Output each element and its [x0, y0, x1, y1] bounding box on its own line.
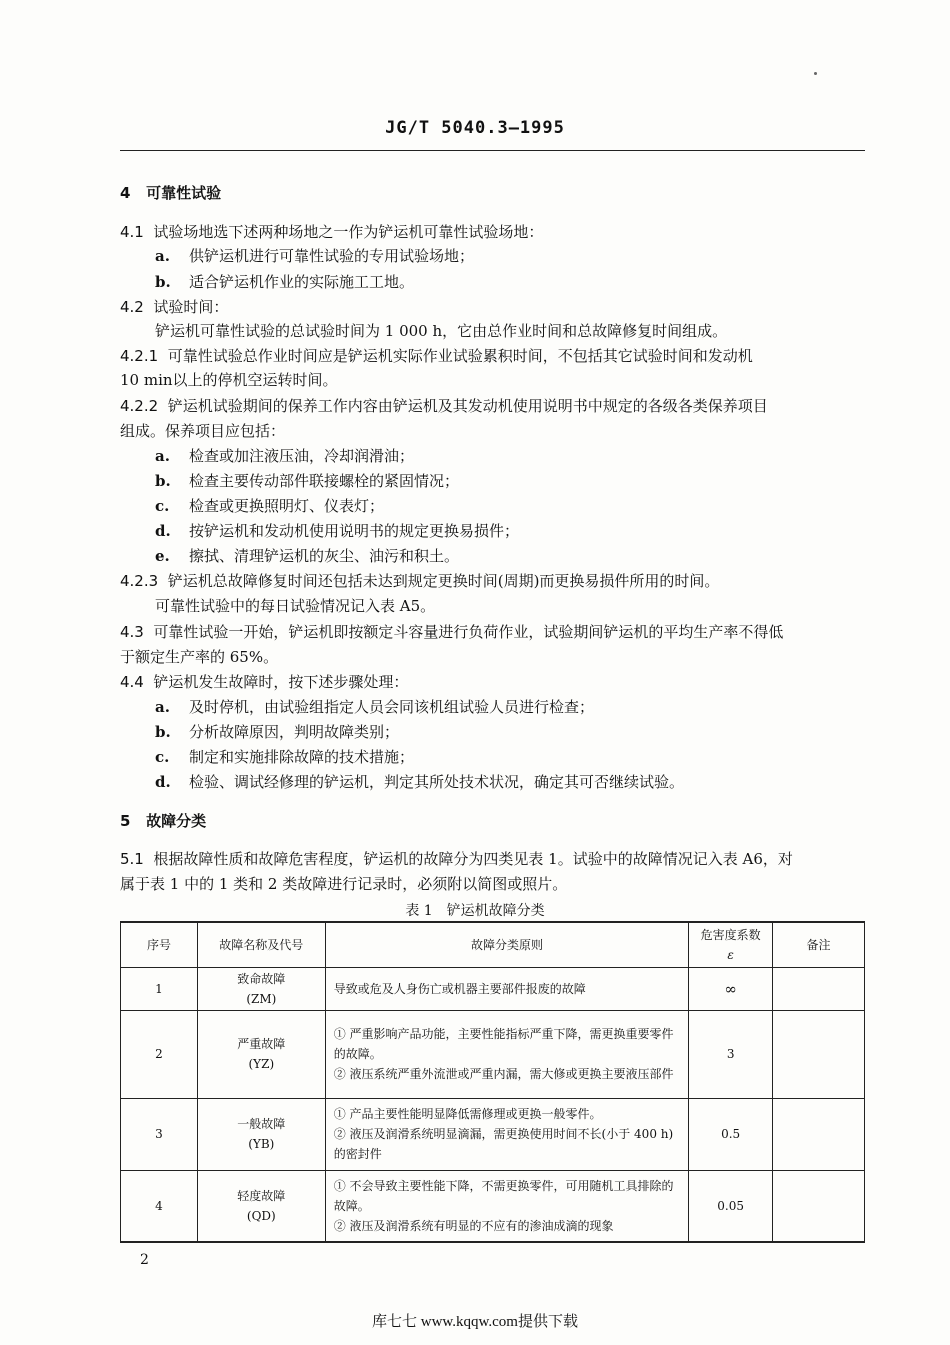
clause-number: 4.2.2	[120, 397, 159, 415]
fault-code: (YZ)	[248, 1057, 275, 1071]
table-row	[121, 1170, 865, 1242]
item-text: 制定和实施排除故障的技术措施；	[189, 748, 415, 766]
list-item	[155, 471, 905, 491]
cell-principle	[325, 1010, 688, 1098]
table-caption: 表 1 铲运机故障分类	[405, 903, 545, 919]
clause-continuation: 可靠性试验中的每日试验情况记入表 A5。	[155, 597, 436, 615]
clause-number: 4.2.1	[120, 347, 159, 365]
list-item	[155, 546, 905, 566]
cell-coefficient: 3	[689, 1010, 773, 1098]
principle-text: 导致或危及人身伤亡或机器主要部件报废的故障	[333, 981, 586, 996]
cell-name	[197, 1010, 325, 1098]
cell-remark	[773, 1170, 865, 1242]
cell-seq: 1	[121, 967, 198, 1010]
header-remark: 备注	[773, 922, 865, 967]
principle-text: ① 严重影响产品功能，主要性能指标严重下降，需更换重要零件的故障。	[333, 1027, 674, 1061]
clause-continuation: 组成。保养项目应包括：	[120, 422, 286, 440]
cell-principle	[325, 967, 688, 1010]
section-number: 5	[120, 812, 131, 830]
list-item	[155, 521, 905, 541]
item-letter: a.	[155, 698, 170, 716]
principle-text: ① 不会导致主要性能下降，不需更换零件，可用随机工具排除的故障。	[333, 1178, 674, 1213]
header-coefficient-symbol: ε	[727, 947, 734, 962]
cell-remark	[773, 967, 865, 1010]
clause-text: 铲运机总故障修复时间还包括未达到规定更换时间(周期)而更换易损件所用的时间。	[167, 572, 720, 590]
cell-coefficient: 0.05	[689, 1170, 773, 1242]
fault-name: 严重故障	[237, 1037, 286, 1051]
list-item	[155, 496, 905, 516]
header-principle: 故障分类原则	[325, 922, 688, 967]
list-item	[155, 772, 905, 792]
item-text: 适合铲运机作业的实际施工工地。	[189, 273, 415, 291]
fault-code: (ZM)	[246, 991, 277, 1006]
clause-5-1	[120, 849, 870, 869]
section-5-heading	[120, 811, 870, 831]
clause-text: 试验时间：	[153, 298, 229, 316]
clause-continuation: 10 min以上的停机空运转时间。	[120, 371, 338, 389]
item-text: 供铲运机进行可靠性试验的专用试验场地；	[189, 247, 475, 265]
cell-seq: 4	[121, 1170, 198, 1242]
section-number: 4	[120, 184, 131, 202]
clause-4-2-1	[120, 346, 870, 366]
fault-code: (YB)	[248, 1137, 275, 1151]
item-letter: b.	[155, 273, 171, 291]
clause-4-2-3	[120, 571, 870, 591]
section-4-heading	[120, 183, 870, 203]
clause-continuation: 属于表 1 中的 1 类和 2 类故障进行记录时，必须附以简图或照片。	[120, 875, 568, 893]
item-text: 检查或加注液压油，冷却润滑油；	[189, 447, 415, 465]
item-letter: d.	[155, 522, 171, 540]
clause-4-2-body: 铲运机可靠性试验的总试验时间为 1 000 h，它由总作业时间和总故障修复时间组成。	[155, 322, 728, 340]
standard-code: JG/T 5040.3—1995	[385, 118, 565, 138]
cell-coefficient: 0.5	[689, 1098, 773, 1170]
clause-4-2-2	[120, 396, 870, 416]
principle-text: ① 产品主要性能明显降低需修理或更换一般零件。	[333, 1107, 602, 1121]
list-item	[155, 747, 905, 767]
item-letter: b.	[155, 472, 171, 490]
clause-text: 铲运机发生故障时，按下述步骤处理：	[153, 673, 409, 691]
clause-text: 铲运机试验期间的保养工作内容由铲运机及其发动机使用说明书中规定的各级各类保养项目	[167, 397, 768, 415]
item-letter: b.	[155, 723, 171, 741]
cell-principle	[325, 1098, 688, 1170]
item-letter: c.	[155, 748, 170, 766]
clause-number: 4.2.3	[120, 572, 159, 590]
table-row	[121, 1098, 865, 1170]
cell-remark	[773, 1098, 865, 1170]
footer-watermark: 库七七 www.kqqw.com提供下载	[372, 1314, 578, 1330]
clause-continuation: 于额定生产率的 65%。	[120, 648, 279, 666]
item-text: 按铲运机和发动机使用说明书的规定更换易损件；	[189, 522, 520, 540]
item-text: 检查或更换照明灯、仪表灯；	[189, 497, 385, 515]
principle-text: ② 液压及润滑系统明显滴漏，需更换使用时间不长(小于 400 h)的密封件	[333, 1127, 674, 1161]
fault-name: 一般故障	[237, 1117, 286, 1131]
fault-name: 轻度故障	[237, 1188, 286, 1203]
section-title: 故障分类	[146, 812, 207, 830]
section-title: 可靠性试验	[146, 184, 222, 202]
list-item	[155, 272, 905, 292]
page-number: 2	[140, 1252, 149, 1268]
clause-number: 5.1	[120, 850, 144, 868]
cell-remark	[773, 1010, 865, 1098]
item-text: 分析故障原因，判明故障类别；	[189, 723, 400, 741]
item-letter: d.	[155, 773, 171, 791]
fault-name: 致命故障	[237, 971, 286, 986]
item-text: 及时停机，由试验组指定人员会同该机组试验人员进行检查；	[189, 698, 595, 716]
item-text: 擦拭、清理铲运机的灰尘、油污和积土。	[189, 547, 460, 565]
clause-4-1	[120, 222, 870, 242]
clause-text: 可靠性试验一开始，铲运机即按额定斗容量进行负荷作业，试验期间铲运机的平均生产率不得低	[153, 623, 784, 641]
table-row	[121, 967, 865, 1010]
clause-number: 4.4	[120, 673, 144, 691]
clause-text: 可靠性试验总作业时间应是铲运机实际作业试验累积时间，不包括其它试验时间和发动机	[167, 347, 753, 365]
principle-text: ② 液压系统严重外流泄或严重内漏，需大修或更换主要液压部件	[333, 1067, 674, 1081]
table-header-row	[121, 922, 865, 967]
header-name: 故障名称及代号	[197, 922, 325, 967]
header-rule	[120, 150, 865, 151]
item-letter: e.	[155, 547, 170, 565]
clause-number: 4.2	[120, 298, 144, 316]
cell-principle	[325, 1170, 688, 1242]
scan-speck	[814, 72, 817, 75]
clause-number: 4.3	[120, 623, 144, 641]
cell-coefficient: ∞	[689, 967, 773, 1010]
clause-number: 4.1	[120, 223, 144, 241]
list-item	[155, 246, 905, 266]
clause-4-4	[120, 672, 870, 692]
list-item	[155, 722, 905, 742]
cell-name	[197, 1170, 325, 1242]
principle-text: ② 液压及润滑系统有明显的不应有的渗油成滴的现象	[333, 1218, 614, 1233]
table-row	[121, 1010, 865, 1098]
item-text: 检验、调试经修理的铲运机，判定其所处技术状况，确定其可否继续试验。	[189, 773, 685, 791]
clause-text: 试验场地选下述两种场地之一作为铲运机可靠性试验场地：	[153, 223, 544, 241]
cell-name	[197, 967, 325, 1010]
item-letter: a.	[155, 447, 170, 465]
fault-classification-table	[120, 921, 865, 1243]
list-item	[155, 446, 905, 466]
list-item	[155, 697, 905, 717]
clause-text: 根据故障性质和故障危害程度，铲运机的故障分为四类见表 1。试验中的故障情况记入表 A6，对	[153, 850, 793, 868]
item-letter: a.	[155, 247, 170, 265]
header-seq: 序号	[121, 922, 198, 967]
header-coefficient	[689, 922, 773, 967]
cell-seq: 2	[121, 1010, 198, 1098]
cell-name	[197, 1098, 325, 1170]
cell-seq: 3	[121, 1098, 198, 1170]
header-coefficient-label: 危害度系数	[700, 927, 761, 942]
clause-4-3	[120, 622, 870, 642]
fault-code: (QD)	[246, 1208, 276, 1223]
clause-4-2	[120, 297, 870, 317]
item-text: 检查主要传动部件联接螺栓的紧固情况；	[189, 472, 460, 490]
item-letter: c.	[155, 497, 170, 515]
